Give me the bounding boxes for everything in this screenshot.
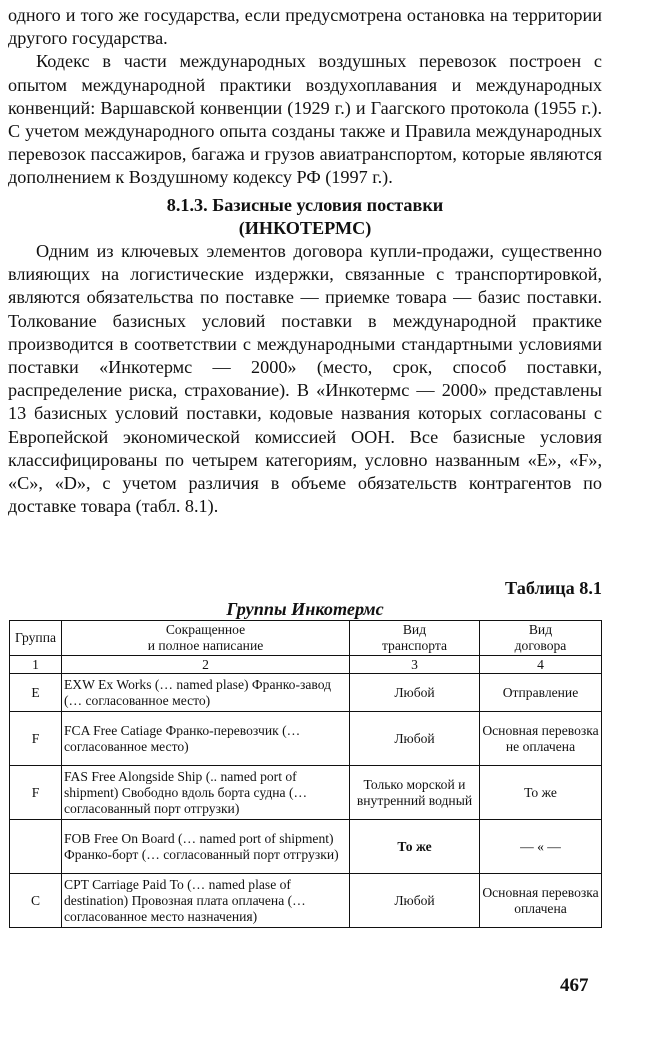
- column-number: 3: [350, 656, 480, 674]
- cell-contract: Основная перевозка оплачена: [480, 874, 602, 928]
- header-mode: [350, 621, 480, 656]
- section-title: [8, 194, 602, 240]
- section-title-line1: 8.1.3. Базисные условия поставки: [166, 194, 444, 215]
- incoterms-table: [9, 620, 602, 928]
- cell-contract: Основная перевозка не оплачена: [480, 712, 602, 766]
- header-name: [62, 621, 350, 656]
- column-number-row: [10, 656, 602, 674]
- page-number: 467: [560, 975, 589, 996]
- header-group-label: Группа: [15, 630, 56, 645]
- table-title: Группы Инкотермс: [226, 599, 384, 619]
- cell-group: F: [10, 766, 62, 820]
- column-number: 1: [10, 656, 62, 674]
- header-mode-line1: Вид: [402, 622, 427, 637]
- table-header-row: [10, 621, 602, 656]
- cell-name: CPT Carriage Paid To (… named plase of destination) Провозная плата оплачена (…согласованное место назначения): [62, 874, 350, 928]
- cell-mode: Любой: [350, 674, 480, 712]
- paragraph-continued: одного и того же государства, если предусмотрена остановка на территории другого государства.: [8, 5, 602, 49]
- cell-name: EXW Ex Works (… named plase) Франко-завод (… согласованное место): [62, 674, 350, 712]
- cell-group: C: [10, 874, 62, 928]
- cell-contract: Отправление: [480, 674, 602, 712]
- cell-mode: Любой: [350, 874, 480, 928]
- table-row: [10, 766, 602, 820]
- cell-mode: Любой: [350, 712, 480, 766]
- cell-group: [10, 820, 62, 874]
- table-label: Таблица 8.1: [505, 578, 602, 598]
- paragraph-air-code: Кодекс в части международных воздушных перевозок построен с опытом международной практики воздухоплавания и международных конвенций: Варшавской конвенции (1929 г.) и Гаагского протокола (1955 г.). С учетом международного опыта созданы также и Правила международных перевозок пассажиров, багажа и грузов авиатранспортом, которые являются дополнением к Воздушному кодексу РФ (1997 г.).: [8, 51, 602, 188]
- section-title-line2: (ИНКОТЕРМС): [238, 217, 372, 238]
- header-name-line2: и полное написание: [147, 638, 264, 653]
- header-mode-line2: транспорта: [381, 638, 448, 653]
- cell-group: E: [10, 674, 62, 712]
- header-name-line1: Сокращенное: [165, 622, 246, 637]
- header-contract-line1: Вид: [528, 622, 553, 637]
- header-contract-line2: договора: [514, 638, 567, 653]
- cell-name: FOB Free On Board (… named port of shipment) Франко-борт (… согласованный порт отгрузки): [62, 820, 350, 874]
- header-group: [10, 621, 62, 656]
- cell-contract: То же: [480, 766, 602, 820]
- cell-name: FCA Free Catiage Франко-перевозчик (… согласованное место): [62, 712, 350, 766]
- table-row: [10, 874, 602, 928]
- header-contract: [480, 621, 602, 656]
- table-row: [10, 674, 602, 712]
- column-number: 4: [480, 656, 602, 674]
- body-text: [8, 4, 602, 518]
- cell-group: F: [10, 712, 62, 766]
- cell-mode: Только морской и внутренний водный: [350, 766, 480, 820]
- cell-name: FAS Free Alongside Ship (.. named port of shipment) Свободно вдоль борта судна (… согласованный порт отгрузки): [62, 766, 350, 820]
- table-row: [10, 712, 602, 766]
- column-number: 2: [62, 656, 350, 674]
- table-row: [10, 820, 602, 874]
- cell-mode: То же: [350, 820, 480, 874]
- cell-contract: — « —: [480, 820, 602, 874]
- paragraph-incoterms: Одним из ключевых элементов договора купли-продажи, существенно влияющих на логистические издержки, связанные с транспортировкой, являются обязательства по поставке — приемке товара — базис поставки. Толкование базисных условий поставки в международной практике производится в соответствии с международными стандартными условиями поставки «Инкотермс — 2000» (место, срок, способ поставки, распределение риска, страхование). В «Инкотермс — 2000» представлены 13 базисных условий поставки, кодовые названия которых согласованы с Европейской экономической комиссией ООН. Все базисные условия классифицированы по четырем категориям, условно названным «E», «F», «C», «D», с учетом различия в объеме обязательств контрагентов по доставке товара (табл. 8.1).: [8, 241, 602, 517]
